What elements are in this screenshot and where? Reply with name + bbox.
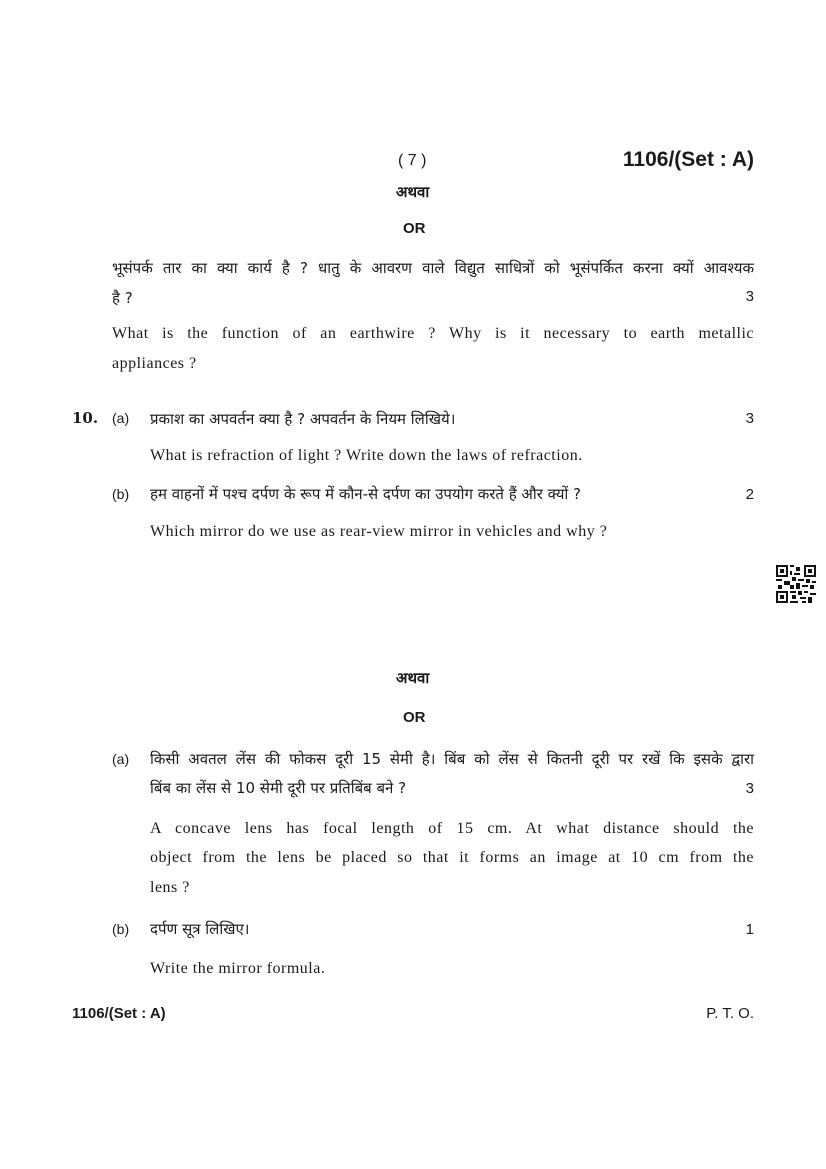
paper-code-header: 1106/(Set : A) — [622, 148, 754, 171]
question-english-line: Which mirror do we use as rear-view mirror in vehicles and why ? — [150, 523, 608, 540]
part-label: (a) — [112, 410, 130, 426]
question-english-line: Write the mirror formula. — [150, 960, 326, 977]
or-hindi-label: अथवा — [396, 183, 430, 201]
please-turn-over: P. T. O. — [706, 1005, 754, 1022]
or-english-label: OR — [403, 709, 426, 726]
question-english-line: What is the function of an earthwire ? Why is it necessary to earth metallic — [112, 325, 754, 342]
page-number: ( 7 ) — [398, 152, 427, 169]
question-hindi-line: हम वाहनों में पश्च दर्पण के रूप में कौन-से दर्पण का उपयोग करते हैं और क्यों ? — [150, 485, 582, 503]
question-hindi-line: है ? — [112, 289, 133, 307]
question-hindi-line: दर्पण सूत्र लिखिए। — [150, 920, 250, 938]
marks: 3 — [745, 288, 754, 305]
question-english-line: appliances ? — [112, 355, 197, 372]
marks: 3 — [745, 410, 754, 427]
question-english-line: object from the lens be placed so that it forms an image at 10 cm from the — [150, 849, 754, 866]
or-english-label: OR — [403, 220, 426, 237]
question-hindi-line: बिंब का लेंस से 10 सेमी दूरी पर प्रतिबिंब बने ? — [150, 779, 407, 797]
question-hindi-line: किसी अवतल लेंस की फोकस दूरी 15 सेमी है। बिंब को लेंस से कितनी दूरी पर रखें कि इसके द्वारा — [150, 750, 754, 768]
marks: 3 — [745, 780, 754, 797]
question-number: 10. — [72, 409, 99, 427]
question-hindi-line: प्रकाश का अपवर्तन क्या है ? अपवर्तन के नियम लिखिये। — [150, 410, 456, 428]
paper-code-footer: 1106/(Set : A) — [72, 1005, 166, 1022]
part-label: (b) — [112, 921, 130, 937]
marks: 2 — [745, 486, 754, 503]
question-english-line: lens ? — [150, 879, 190, 896]
part-label: (a) — [112, 751, 130, 767]
part-label: (b) — [112, 486, 130, 502]
question-english-line: What is refraction of light ? Write down the laws of refraction. — [150, 447, 583, 464]
marks: 1 — [745, 921, 754, 938]
qr-code-icon — [776, 565, 816, 603]
or-hindi-label: अथवा — [396, 669, 430, 687]
question-english-line: A concave lens has focal length of 15 cm. At what distance should the — [150, 820, 754, 837]
question-hindi-line: भूसंपर्क तार का क्या कार्य है ? धातु के आवरण वाले विद्युत साधित्रों को भूसंपर्कित करना क्यों आवश्यक — [112, 259, 754, 277]
